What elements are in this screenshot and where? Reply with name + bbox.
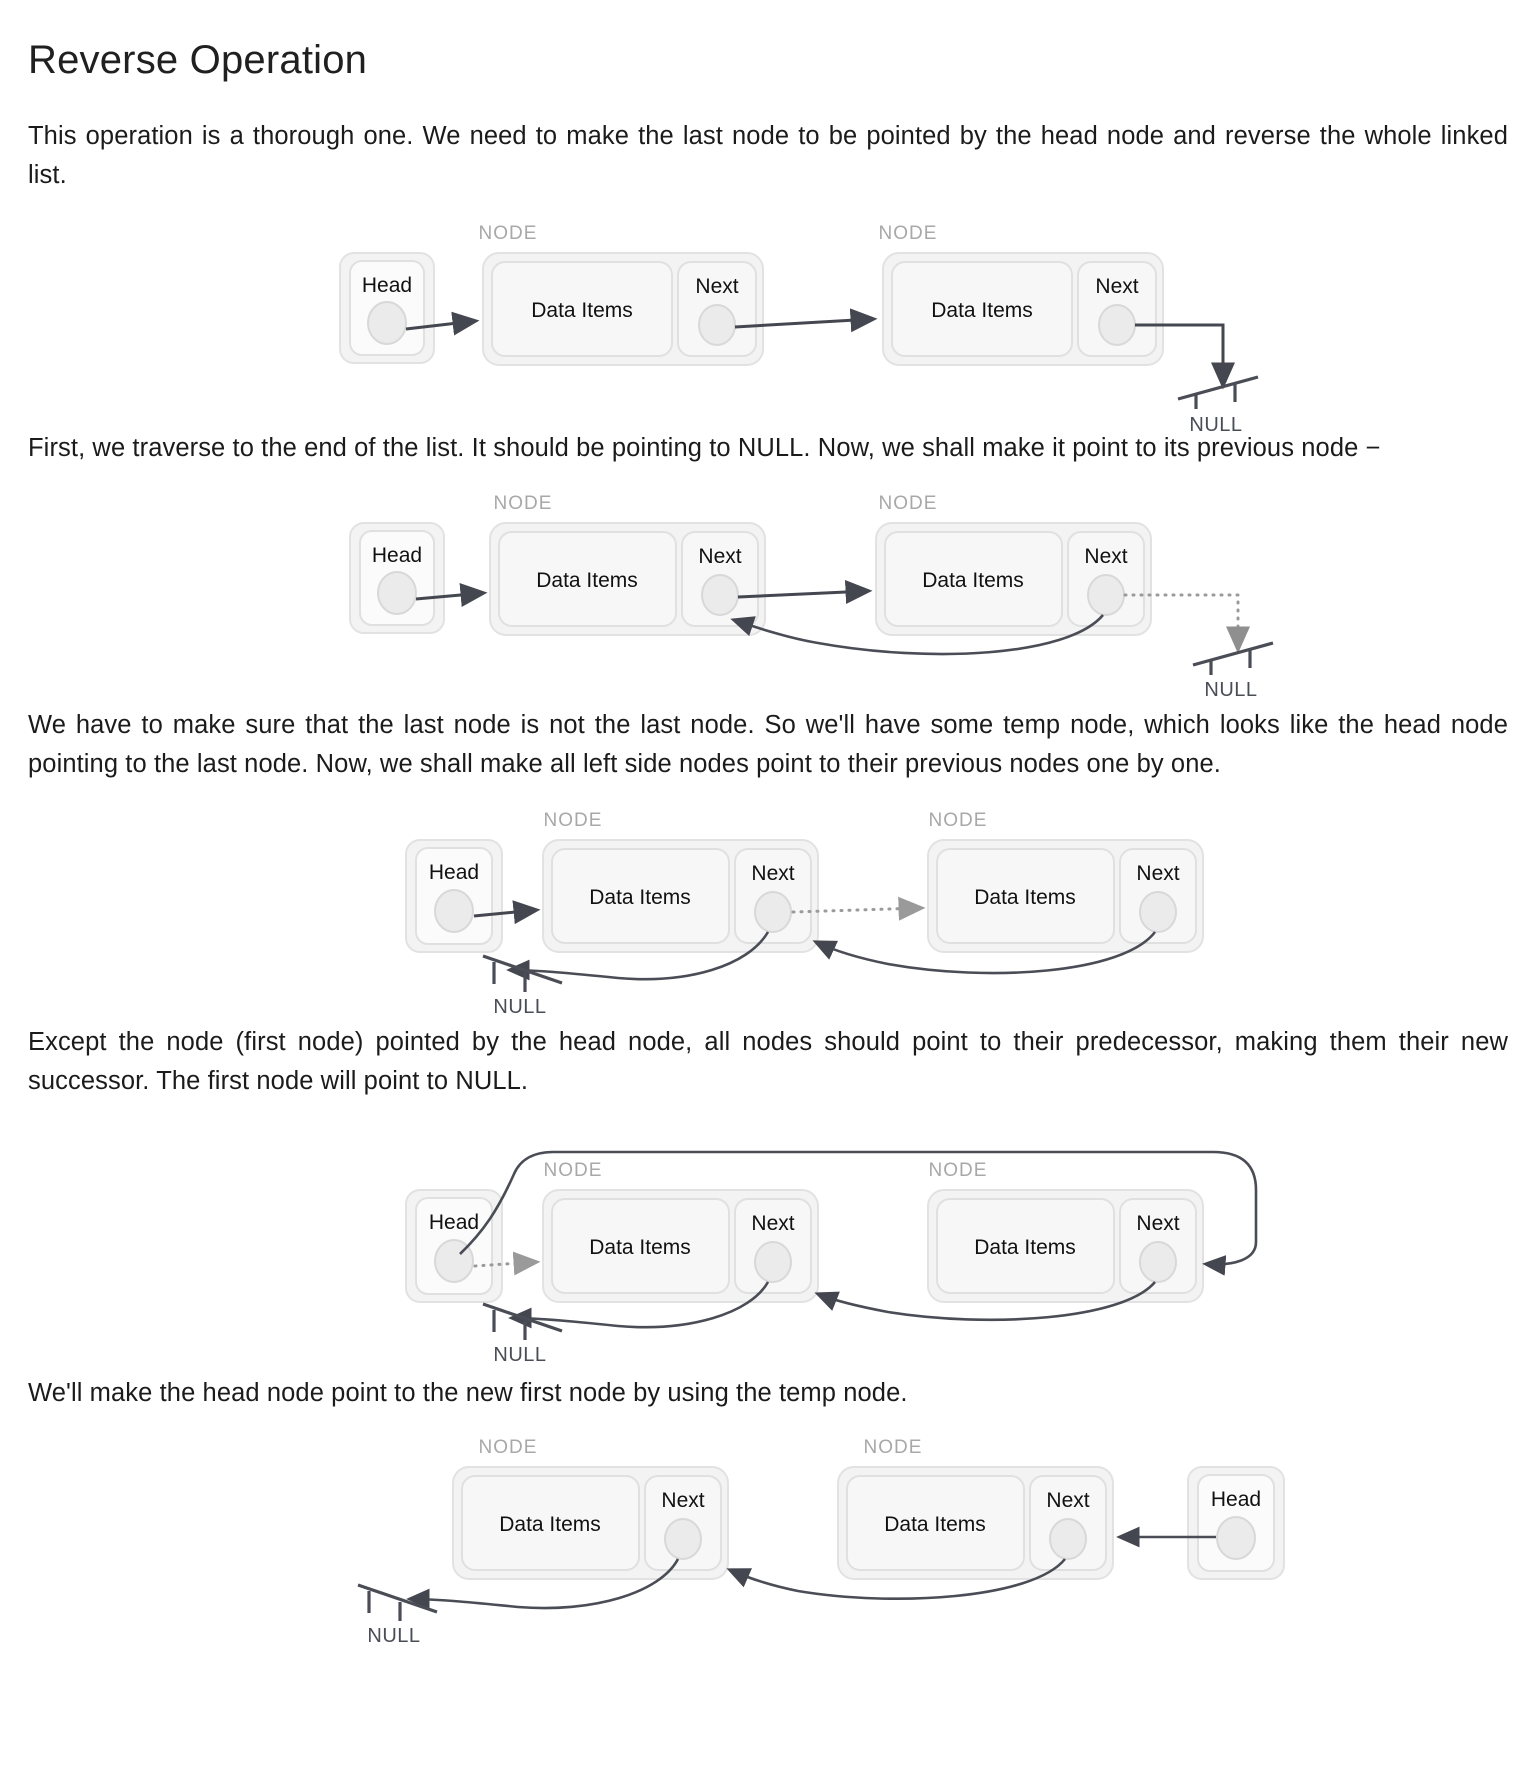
head-box bbox=[406, 1190, 502, 1302]
node-1-next-label: Next bbox=[751, 1212, 795, 1236]
node-1-data-label: Data Items bbox=[589, 885, 691, 909]
head-label: Head bbox=[371, 544, 423, 568]
node-1 bbox=[453, 1467, 728, 1579]
figure-head-repointed bbox=[28, 1427, 1508, 1647]
null-label-2: NULL bbox=[1204, 679, 1258, 702]
node-1-data-label: Data Items bbox=[531, 298, 633, 322]
head-label: Head bbox=[428, 1211, 480, 1235]
node-2-next-dot bbox=[1050, 1519, 1086, 1559]
figure-last-node-reversed bbox=[28, 481, 1508, 702]
node-caption-2: NODE bbox=[878, 222, 938, 244]
node-caption-1: NODE bbox=[478, 1437, 538, 1458]
null-ground-icon bbox=[1193, 643, 1273, 675]
node-caption-2: NODE bbox=[863, 1437, 923, 1458]
node-1-next-label: Next bbox=[661, 1489, 705, 1512]
node-2-next-label: Next bbox=[1046, 1489, 1090, 1512]
node-1-next-dot bbox=[699, 305, 735, 345]
node-1-next-label: Next bbox=[751, 861, 795, 885]
head-pointer-dot bbox=[435, 890, 473, 932]
null-label-4: NULL bbox=[493, 1344, 547, 1367]
head-pointer-dot bbox=[368, 302, 406, 344]
figure-all-reversed bbox=[28, 1114, 1508, 1367]
diagram-all-reversed bbox=[28, 1114, 1508, 1367]
node-1 bbox=[483, 253, 763, 365]
node-caption-2: NODE bbox=[878, 493, 938, 515]
node-1 bbox=[543, 840, 818, 952]
node-1-next-dot bbox=[665, 1519, 701, 1559]
node-2-next-label: Next bbox=[1095, 274, 1139, 298]
node-1-next-dot bbox=[755, 892, 791, 932]
figure-initial-list bbox=[28, 209, 1508, 436]
node-2-next-dot bbox=[1140, 892, 1176, 932]
node-2-data-label: Data Items bbox=[922, 569, 1024, 593]
node-2-next-dot bbox=[1088, 575, 1124, 615]
page-title: Reverse Operation bbox=[28, 38, 368, 82]
node-caption-2: NODE bbox=[928, 1160, 988, 1182]
node-1-next-label: Next bbox=[695, 274, 739, 298]
head-box bbox=[406, 840, 502, 952]
paragraph-step2: We have to make sure that the last node is not the last node. So we'll have some temp node, which looks like the head node pointing to the last node. Now, we shall make all left side nodes point to their previous nodes one by one. bbox=[28, 711, 1508, 778]
head-label: Head bbox=[428, 860, 480, 884]
head-pointer-dot bbox=[1217, 1517, 1255, 1559]
paragraph-step1: First, we traverse to the end of the list. It should be pointing to NULL. Now, we shall make it point to its previous node − bbox=[28, 433, 1381, 462]
node-2-data-label: Data Items bbox=[974, 1236, 1076, 1260]
node-1 bbox=[490, 523, 765, 635]
node-2 bbox=[876, 523, 1151, 635]
null-label-5: NULL bbox=[367, 1625, 421, 1647]
head-label: Head bbox=[1210, 1488, 1262, 1511]
node-2 bbox=[928, 1190, 1203, 1302]
diagram-head-repointed bbox=[28, 1427, 1508, 1647]
node-1-data-label: Data Items bbox=[536, 569, 638, 593]
node-caption-1: NODE bbox=[478, 222, 538, 244]
node-1-data-label: Data Items bbox=[499, 1513, 601, 1536]
paragraph-step3: Except the node (first node) pointed by the head node, all nodes should point to their predecessor, making them their new successor. The first node will point to NULL. bbox=[28, 1027, 1508, 1095]
node-1-data-label: Data Items bbox=[589, 1236, 691, 1260]
paragraph-intro: This operation is a thorough one. We need to make the last node to be pointed by the head node and reverse the whole linked list. bbox=[28, 122, 1508, 189]
node-2 bbox=[928, 840, 1203, 952]
head-pointer-dot bbox=[378, 572, 416, 614]
node-1-next-label: Next bbox=[698, 545, 742, 569]
node-2 bbox=[838, 1467, 1113, 1579]
null-label-1: NULL bbox=[1189, 413, 1243, 436]
head-box bbox=[1188, 1467, 1284, 1579]
null-ground-icon bbox=[483, 956, 562, 992]
head-box bbox=[350, 523, 444, 633]
node-2-next-dot bbox=[1140, 1242, 1176, 1282]
null-ground-icon bbox=[483, 1304, 562, 1340]
null-ground-icon bbox=[1178, 377, 1258, 409]
node-2-data-label: Data Items bbox=[884, 1513, 986, 1536]
diagram-temp-node bbox=[28, 798, 1508, 1018]
head-box bbox=[340, 253, 434, 363]
figure-temp-node bbox=[28, 798, 1508, 1018]
node-1-next-dot bbox=[702, 575, 738, 615]
diagram-last-node-reversed bbox=[28, 481, 1508, 702]
node-caption-1: NODE bbox=[543, 1160, 603, 1182]
node-2-data-label: Data Items bbox=[931, 298, 1033, 322]
node-1 bbox=[543, 1190, 818, 1302]
node-2-next-label: Next bbox=[1084, 545, 1128, 569]
diagram-initial-list bbox=[28, 209, 1508, 436]
node-2-data-label: Data Items bbox=[974, 885, 1076, 909]
node-caption-2: NODE bbox=[928, 809, 988, 831]
paragraph-step4: We'll make the head node point to the new first node by using the temp node. bbox=[28, 1379, 908, 1408]
null-label-3: NULL bbox=[493, 995, 547, 1018]
node-2 bbox=[883, 253, 1163, 365]
node-caption-1: NODE bbox=[493, 493, 553, 515]
node-1-next-dot bbox=[755, 1242, 791, 1282]
head-label: Head bbox=[361, 273, 413, 297]
node-2-next-label: Next bbox=[1136, 1212, 1180, 1236]
node-2-next-label: Next bbox=[1136, 861, 1180, 885]
node-2-next-dot bbox=[1099, 305, 1135, 345]
null-ground-icon bbox=[358, 1585, 437, 1621]
node-caption-1: NODE bbox=[543, 809, 603, 831]
